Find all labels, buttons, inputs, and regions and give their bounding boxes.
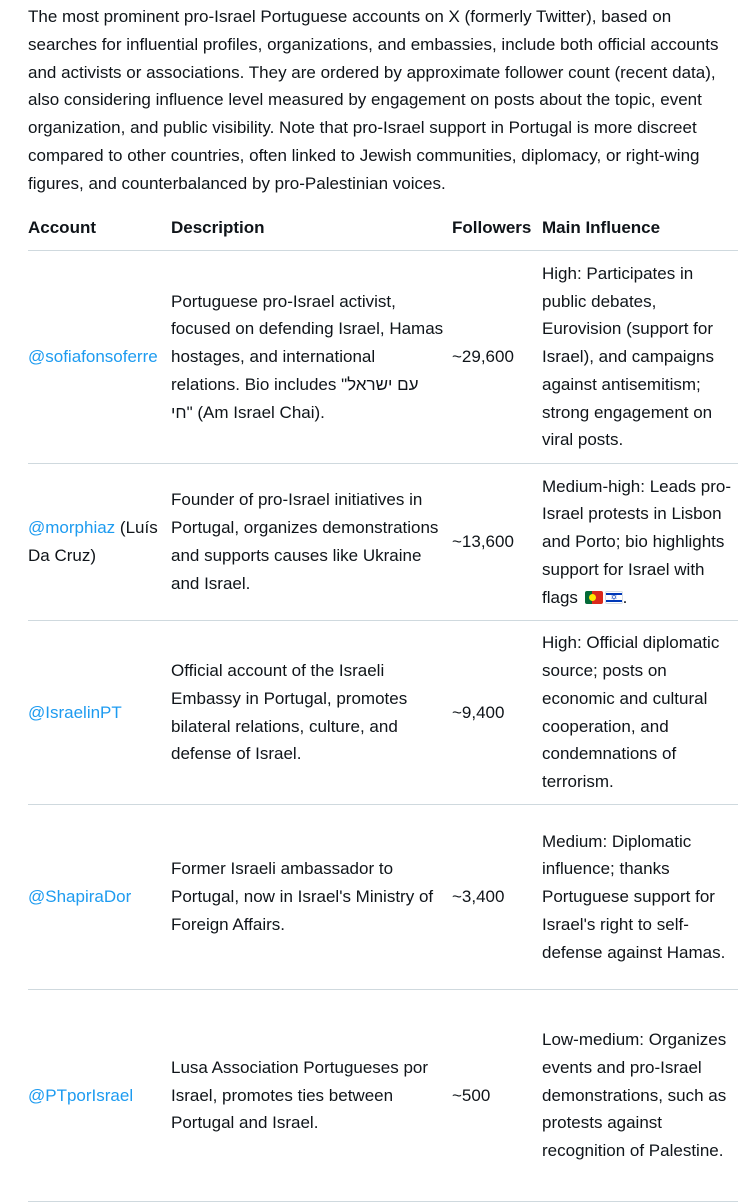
description-cell: Official account of the Israeli Embassy in Portugal, promotes bilateral relations, culture, and defense of Israel. xyxy=(171,621,452,805)
influence-cell: High: Participates in public debates, Eurovision (support for Israel), and campaigns against antisemitism; strong engagement on viral posts. xyxy=(542,251,738,464)
account-cell xyxy=(28,464,171,621)
account-cell xyxy=(28,990,171,1202)
influence-cell: High: Official diplomatic source; posts on economic and cultural cooperation, and condemnations of terrorism. xyxy=(542,621,738,805)
influence-text: Medium-high: Leads pro-Israel protests in Lisbon and Porto; bio highlights support for Israel with flags xyxy=(542,476,731,607)
header-account: Account xyxy=(28,209,171,251)
account-handle-link[interactable]: @sofiafonsoferre xyxy=(28,347,158,367)
account-handle-link[interactable]: @IsraelinPT xyxy=(28,702,122,722)
table-row xyxy=(28,621,738,805)
influence-end: . xyxy=(622,587,628,607)
followers-cell: ~29,600 xyxy=(452,251,542,464)
influence-cell: Low-medium: Organizes events and pro-Israel demonstrations, such as protests against recognition of Palestine. xyxy=(542,990,738,1202)
followers-cell: ~13,600 xyxy=(452,464,542,621)
table-row xyxy=(28,251,738,464)
portugal-flag-icon xyxy=(585,591,603,604)
description-cell: Former Israeli ambassador to Portugal, now in Israel's Ministry of Foreign Affairs. xyxy=(171,805,452,990)
table-row xyxy=(28,805,738,990)
description-cell: Portuguese pro-Israel activist, focused on defending Israel, Hamas hostages, and international relations. Bio includes "עם ישראל חי" (Am Israel Chai). xyxy=(171,251,452,464)
header-description: Description xyxy=(171,209,452,251)
description-cell: Founder of pro-Israel initiatives in Portugal, organizes demonstrations and supports causes like Ukraine and Israel. xyxy=(171,464,452,621)
influence-cell: Medium: Diplomatic influence; thanks Portuguese support for Israel's right to self-defense against Hamas. xyxy=(542,805,738,990)
account-handle-suffix: (Luís Da Cruz) xyxy=(28,518,158,565)
followers-cell: ~9,400 xyxy=(452,621,542,805)
influence-cell xyxy=(542,464,738,621)
accounts-table xyxy=(28,209,738,1202)
table-header-row xyxy=(28,209,738,251)
intro-paragraph: The most prominent pro-Israel Portuguese accounts on X (formerly Twitter), based on searches for influential profiles, organizations, and embassies, include both official accounts and activists or associations. They are ordered by approximate follower count (recent data), also considering influence level measured by engagement on posts about the topic, event organization, and public visibility. Note that pro-Israel support in Portugal is more discreet compared to other countries, often linked to Jewish communities, diplomacy, or right-wing figures, and counterbalanced by pro-Palestinian voices. xyxy=(28,7,719,193)
account-cell xyxy=(28,805,171,990)
account-handle-link[interactable]: @PTporIsrael xyxy=(28,1085,134,1105)
description-cell: Lusa Association Portugueses por Israel, promotes ties between Portugal and Israel. xyxy=(171,990,452,1202)
table-row xyxy=(28,464,738,621)
table-row xyxy=(28,990,738,1202)
account-handle-link[interactable]: @ShapiraDor xyxy=(28,887,132,907)
account-cell xyxy=(28,251,171,464)
followers-cell: ~3,400 xyxy=(452,805,542,990)
account-handle-link[interactable]: @morphiaz xyxy=(28,518,116,538)
header-influence: Main Influence xyxy=(542,209,738,251)
account-cell xyxy=(28,621,171,805)
israel-flag-icon xyxy=(605,591,623,604)
header-followers: Followers xyxy=(452,209,542,251)
followers-cell: ~500 xyxy=(452,990,542,1202)
